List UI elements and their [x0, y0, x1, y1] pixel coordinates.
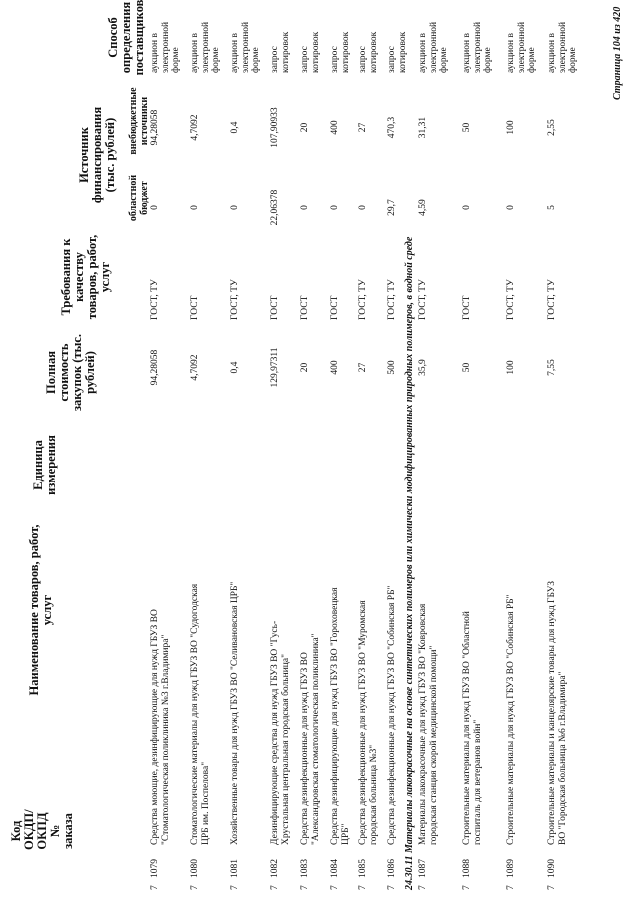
- procurement-method: аукцион в электронной форме: [506, 21, 537, 73]
- item-name: Строительные материалы и канцелярские товары для нужд ГБУЗ ВО "Городская больница №6 г.Владимира": [547, 580, 568, 845]
- okdp-code: 7: [547, 885, 557, 890]
- order-number: 1086: [387, 859, 397, 878]
- okdp-code: 7: [230, 885, 240, 890]
- procurement-method: аукцион в электронной форме: [230, 21, 261, 73]
- total-cost: 27: [358, 362, 368, 373]
- funding-regional: 0: [506, 205, 516, 210]
- quality-req: ГОСТ, ТУ: [418, 279, 428, 320]
- header-funding-extra: внебюджетные источники: [128, 87, 150, 155]
- funding-extra: 4,7092: [190, 114, 200, 141]
- order-number: 1082: [270, 859, 280, 878]
- item-name: Средства дезинфицирующие для нужд ГБУЗ ВО "Гороховецкая ЦРБ": [330, 587, 351, 845]
- funding-regional: 0: [190, 205, 200, 210]
- okdp-code: 7: [270, 885, 280, 890]
- item-name: Средства моющие, дезинфицирующие для нужд ГБУЗ ВО "Стоматологическая поликлиника №3 г.Владимира": [150, 609, 171, 845]
- funding-extra: 94,28058: [150, 109, 160, 146]
- total-cost: 50: [462, 362, 472, 373]
- header-cost: Полная стоимость закупок (тыс. рублей): [44, 333, 97, 412]
- total-cost: 4,7092: [190, 354, 200, 381]
- quality-req: ГОСТ, ТУ: [150, 279, 160, 320]
- item-name: Строительные материалы для нужд ГБУЗ ВО "Областной госпиталь для ветеранов войн": [462, 611, 483, 845]
- header-funding: Источник финансирования (тыс. рублей): [77, 106, 117, 204]
- quality-req: ГОСТ, ТУ: [358, 279, 368, 320]
- item-name: Средства дезинфекционные для нужд ГБУЗ ВО "Муромская городская больница №3": [358, 600, 379, 845]
- header-funding-regional: областной бюджет: [128, 174, 150, 222]
- funding-extra: 50: [462, 122, 472, 133]
- total-cost: 7,55: [547, 359, 557, 376]
- procurement-method: запрос котировок: [358, 31, 379, 73]
- funding-extra: 100: [506, 120, 516, 135]
- okdp-code: 7: [358, 885, 368, 890]
- okdp-code: 7: [462, 885, 472, 890]
- order-number: 1089: [506, 859, 516, 878]
- item-name: Дезинфицирующие средства для нужд ГБУЗ ВО "Гусь-Хрустальная центральная городская больница": [270, 620, 291, 845]
- procurement-method: аукцион в электронной форме: [190, 21, 221, 73]
- okdp-code: 7: [150, 885, 160, 890]
- funding-regional: 0: [358, 205, 368, 210]
- funding-extra: 20: [300, 122, 310, 133]
- funding-regional: 0: [462, 205, 472, 210]
- okdp-code: 7: [387, 885, 397, 890]
- section-heading: 24.30.11 Материалы лакокрасочные на основе синтетических полимеров или химически модифицированных природных полимеров, в водной среде: [404, 236, 415, 890]
- order-number: 1090: [547, 859, 557, 878]
- total-cost: 20: [300, 362, 310, 373]
- procurement-method: аукцион в электронной форме: [462, 21, 493, 73]
- okdp-code: 7: [418, 885, 428, 890]
- header-name: Наименование товаров, работ, услуг: [27, 524, 54, 696]
- funding-extra: 31,31: [418, 116, 428, 139]
- funding-regional: 0: [300, 205, 310, 210]
- header-method: Способ определения поставщиков: [106, 0, 146, 76]
- item-name: Материалы лакокрасочные для нужд ГБУЗ ВО "Ковровская городская станция скорой медицинской помощи": [418, 603, 439, 845]
- order-number: 1083: [300, 859, 310, 878]
- quality-req: ГОСТ: [300, 295, 310, 320]
- item-name: Строительные материалы для нужд ГБУЗ ВО "Собинская РБ": [506, 594, 516, 845]
- quality-req: ГОСТ, ТУ: [547, 279, 557, 320]
- procurement-method: запрос котировок: [387, 31, 408, 73]
- item-name: Средства дезинфекционные для нужд ГБУЗ ВО "Собинская РБ": [387, 585, 397, 845]
- procurement-method: аукцион в электронной форме: [150, 21, 181, 73]
- funding-regional: 0: [230, 205, 240, 210]
- item-name: Стоматологические материалы для нужд ГБУЗ ВО "Судогодская ЦРБ им. Поспелова": [190, 583, 211, 845]
- quality-req: ГОСТ: [270, 295, 280, 320]
- header-code: Код ОКДП/ ОКПД № заказа: [9, 809, 75, 850]
- quality-req: ГОСТ, ТУ: [230, 279, 240, 320]
- funding-extra: 400: [330, 120, 340, 135]
- page-footer: Страница 104 из 420: [612, 6, 623, 100]
- funding-extra: 0,4: [230, 121, 240, 134]
- okdp-code: 7: [506, 885, 516, 890]
- order-number: 1079: [150, 859, 160, 878]
- header-unit: Единица измерения: [31, 435, 58, 495]
- total-cost: 94,28058: [150, 349, 160, 386]
- funding-regional: 4,59: [418, 199, 428, 216]
- funding-extra: 27: [358, 122, 368, 133]
- total-cost: 35,9: [418, 359, 428, 376]
- okdp-code: 7: [190, 885, 200, 890]
- funding-regional: 29,7: [387, 199, 397, 216]
- okdp-code: 7: [330, 885, 340, 890]
- procurement-method: аукцион в электронной форме: [547, 21, 578, 73]
- funding-extra: 470,3: [387, 116, 397, 139]
- quality-req: ГОСТ: [330, 295, 340, 320]
- total-cost: 400: [330, 360, 340, 375]
- item-name: Средства дезинфекционные для нужд ГБУЗ ВО "Александровская стоматологическая поликлиника": [300, 633, 321, 845]
- funding-regional: 0: [330, 205, 340, 210]
- header-requirements: Требования к качеству товаров, работ, услуг: [59, 234, 112, 320]
- procurement-method: аукцион в электронной форме: [418, 21, 449, 73]
- quality-req: ГОСТ: [462, 295, 472, 320]
- funding-extra: 2,55: [547, 119, 557, 136]
- funding-regional: 22,06378: [270, 189, 280, 226]
- order-number: 1084: [330, 859, 340, 878]
- item-name: Хозяйственные товары для нужд ГБУЗ ВО "Селивановская ЦРБ": [230, 581, 240, 845]
- total-cost: 500: [387, 360, 397, 375]
- quality-req: ГОСТ, ТУ: [506, 279, 516, 320]
- okdp-code: 7: [300, 885, 310, 890]
- order-number: 1085: [358, 859, 368, 878]
- funding-extra: 107,90933: [270, 107, 280, 148]
- procurement-method: запрос котировок: [270, 31, 291, 73]
- quality-req: ГОСТ, ТУ: [387, 279, 397, 320]
- total-cost: 100: [506, 360, 516, 375]
- order-number: 1088: [462, 859, 472, 878]
- order-number: 1087: [418, 859, 428, 878]
- total-cost: 129,97311: [270, 347, 280, 388]
- procurement-method: запрос котировок: [300, 31, 321, 73]
- total-cost: 0,4: [230, 361, 240, 374]
- funding-regional: 0: [150, 205, 160, 210]
- funding-regional: 5: [547, 205, 557, 210]
- order-number: 1080: [190, 859, 200, 878]
- order-number: 1081: [230, 859, 240, 878]
- procurement-method: запрос котировок: [330, 31, 351, 73]
- quality-req: ГОСТ: [190, 295, 200, 320]
